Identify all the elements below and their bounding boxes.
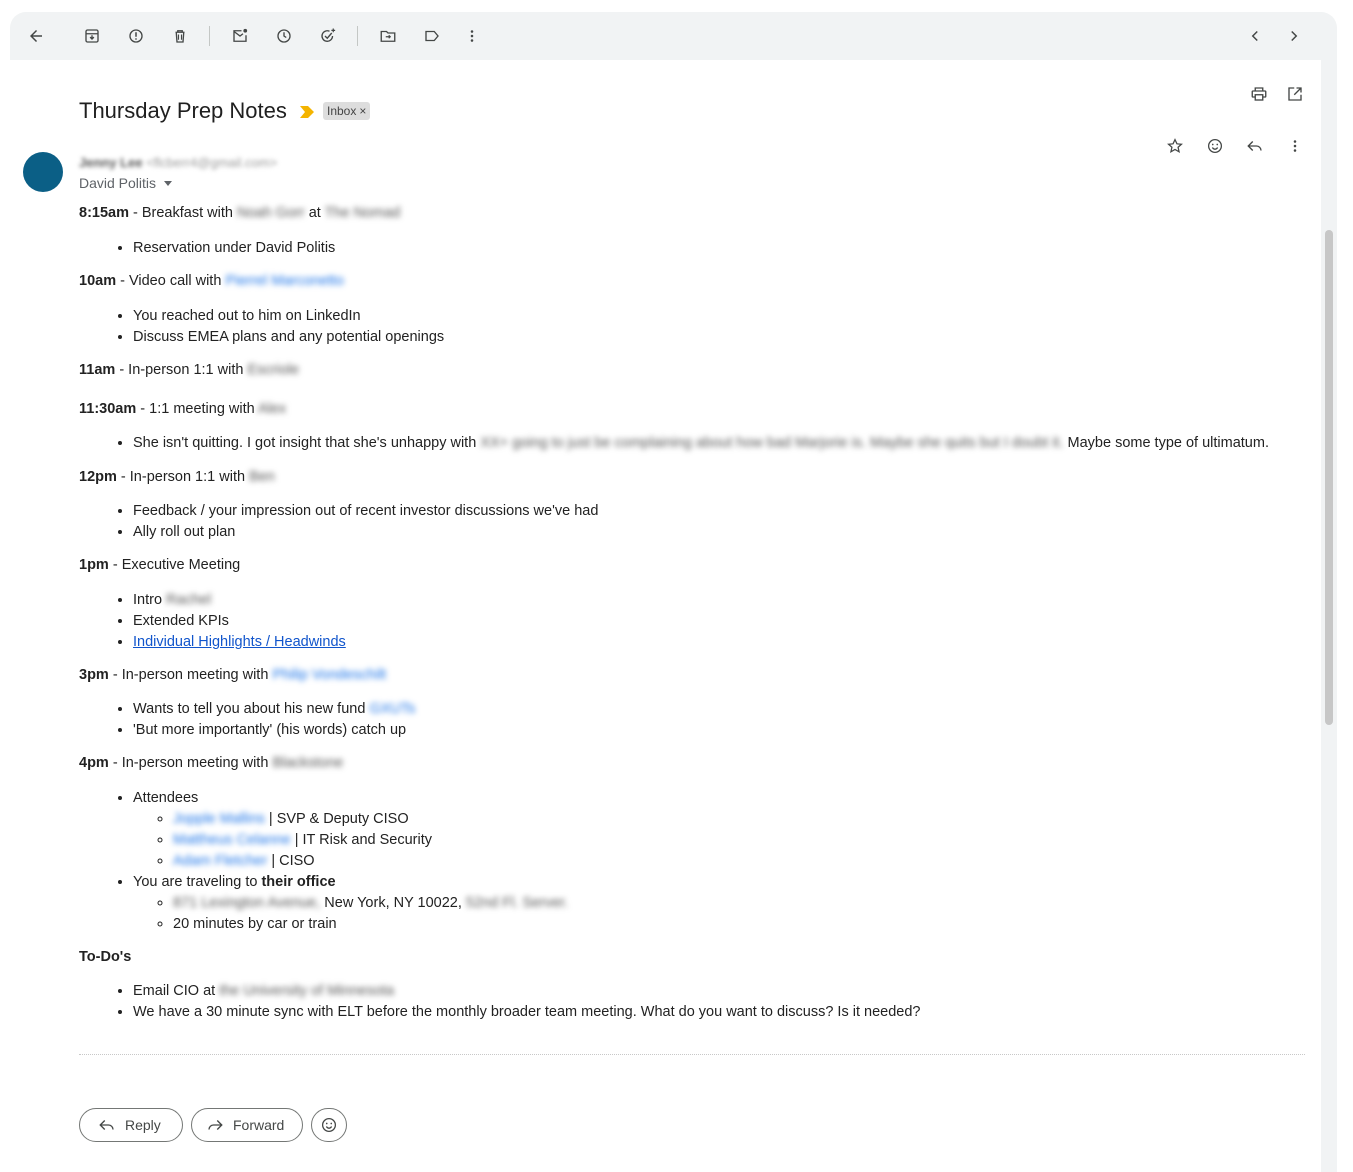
more-vert-icon[interactable] (456, 20, 488, 52)
todo-list (79, 981, 1319, 1023)
email-toolbar (10, 12, 1337, 60)
forward-label: Forward (233, 1117, 285, 1133)
list-item: • You are traveling to their office ◦ 871 Lexington Avenue, New York, NY 10022, 52nd Fl. Server. ◦ 20 minutes by car or train (133, 872, 1319, 935)
email-subject: Thursday Prep Notes (79, 98, 287, 123)
attendee-item: ◦ Mattheus Celanne | IT Risk and Security (173, 830, 1319, 851)
print-icon[interactable] (1247, 82, 1271, 106)
notes-list (79, 788, 1319, 935)
list-item: • Extended KPIs (133, 611, 1319, 632)
scrollbar[interactable] (1321, 60, 1337, 1172)
scroll-thumb[interactable] (1325, 230, 1333, 725)
list-item: • 'But more importantly' (his words) catch up (133, 720, 1319, 741)
todo-item: • We have a 30 minute sync with ELT before the monthly broader team meeting. What do you want to discuss? Is it needed? (133, 1002, 1319, 1023)
list-item (133, 632, 1319, 653)
report-spam-icon[interactable] (120, 20, 152, 52)
travel-details-list (133, 893, 1319, 935)
list-item: • Ally roll out plan (133, 522, 1319, 543)
recipient-name: David Politis (79, 175, 157, 191)
emoji-icon (320, 1116, 338, 1134)
attendee-link[interactable]: Mattheus Celanne (173, 832, 291, 848)
message-more-icon[interactable] (1283, 134, 1307, 158)
notes-list (79, 306, 1319, 348)
list-item: • Intro Rachel (133, 590, 1319, 611)
archive-icon[interactable] (76, 20, 108, 52)
sender-info[interactable] (79, 155, 277, 170)
delete-icon[interactable] (164, 20, 196, 52)
schedule-line: 3pm - In-person meeting with Philip Vondeschilt (79, 667, 387, 683)
schedule-line: 1pm - Executive Meeting (79, 557, 241, 573)
attendee-link[interactable]: Adam Fletcher (173, 853, 268, 869)
recipient-details[interactable] (79, 175, 172, 191)
star-icon[interactable] (1163, 134, 1187, 158)
attendee-link[interactable]: Jopple Mallins (173, 811, 265, 827)
move-to-icon[interactable] (372, 20, 404, 52)
list-item: • Feedback / your impression out of recent investor discussions we've had (133, 501, 1319, 522)
schedule-line: 11am - In-person 1:1 with Escriole (79, 362, 300, 378)
attendee-item: ◦ Adam Fletcher | CISO (173, 851, 1319, 872)
snooze-icon[interactable] (268, 20, 300, 52)
label-icon[interactable] (416, 20, 448, 52)
notes-list (79, 501, 1319, 543)
fund-link[interactable]: GXUTs (369, 701, 416, 717)
schedule-line: 12pm - In-person 1:1 with Ben (79, 469, 275, 485)
todo-heading: To-Do's (79, 949, 132, 965)
newer-chevron-icon[interactable] (1278, 20, 1310, 52)
attendee-item: ◦ Jopple Mallins | SVP & Deputy CISO (173, 809, 1319, 830)
list-item: • Discuss EMEA plans and any potential openings (133, 327, 1319, 348)
list-item: • She isn't quitting. I got insight that she's unhappy with XX+ going to just be complaining about how bad Marjorie is. Maybe she quits but I doubt it. Maybe some type of ultimatum. (133, 433, 1319, 454)
forward-button[interactable] (191, 1108, 303, 1142)
message-divider (79, 1054, 1305, 1055)
highlights-headwinds-link[interactable]: Individual Highlights / Headwinds (133, 634, 346, 650)
reply-label: Reply (125, 1117, 161, 1133)
email-body (79, 202, 1319, 1023)
emoji-reaction-icon[interactable] (1203, 134, 1227, 158)
open-in-new-window-icon[interactable] (1283, 82, 1307, 106)
notes-list (79, 590, 1319, 653)
schedule-line: 10am - Video call with Pierrel Marconetto (79, 273, 344, 289)
schedule-line: 11:30am - 1:1 meeting with Alex (79, 401, 287, 417)
older-chevron-icon[interactable] (1239, 20, 1271, 52)
notes-list (79, 433, 1319, 454)
mark-unread-icon[interactable] (224, 20, 256, 52)
inbox-label-chip (323, 102, 370, 120)
contact-link[interactable]: Philip Vondeschilt (272, 667, 387, 683)
address-item: ◦ 871 Lexington Avenue, New York, NY 10022, 52nd Fl. Server. (173, 893, 1319, 914)
emoji-reaction-button[interactable] (311, 1108, 347, 1142)
list-item: • Attendees ◦ Jopple Mallins | SVP & Deputy CISO ◦ Mattheus Celanne | IT Risk and Security ◦ Adam Fletcher | CISO (133, 788, 1319, 872)
add-to-tasks-icon[interactable] (312, 20, 344, 52)
reply-icon (98, 1116, 116, 1134)
schedule-line: 4pm - In-person meeting with Blackstone (79, 755, 344, 771)
label-text: Inbox (327, 104, 357, 118)
reply-button[interactable] (79, 1108, 183, 1142)
notes-list (79, 238, 1319, 259)
list-item: • Reservation under David Politis (133, 238, 1319, 259)
reply-icon[interactable] (1243, 134, 1267, 158)
list-item: • Wants to tell you about his new fund GXUTs (133, 699, 1319, 720)
forward-icon (206, 1116, 224, 1134)
sender-email: <flcberr4@gmail.com> (146, 155, 278, 170)
remove-label-icon[interactable]: × (359, 104, 367, 118)
back-arrow-icon[interactable] (20, 20, 52, 52)
sender-avatar[interactable] (23, 152, 63, 192)
contact-link[interactable]: Pierrel Marconetto (225, 273, 344, 289)
list-item: • You reached out to him on LinkedIn (133, 306, 1319, 327)
chevron-down-icon (164, 181, 172, 186)
schedule-line: 8:15am - Breakfast with Noah Gorr at The Nomad (79, 205, 401, 221)
notes-list (79, 699, 1319, 741)
email-frame (10, 12, 1337, 1172)
travel-time-item: ◦ 20 minutes by car or train (173, 914, 1319, 935)
importance-marker-icon[interactable] (300, 105, 314, 123)
sender-name: Jenny Lee (79, 155, 143, 170)
todo-item: • Email CIO at the University of Minnesota (133, 981, 1319, 1002)
attendee-list (133, 809, 1319, 872)
